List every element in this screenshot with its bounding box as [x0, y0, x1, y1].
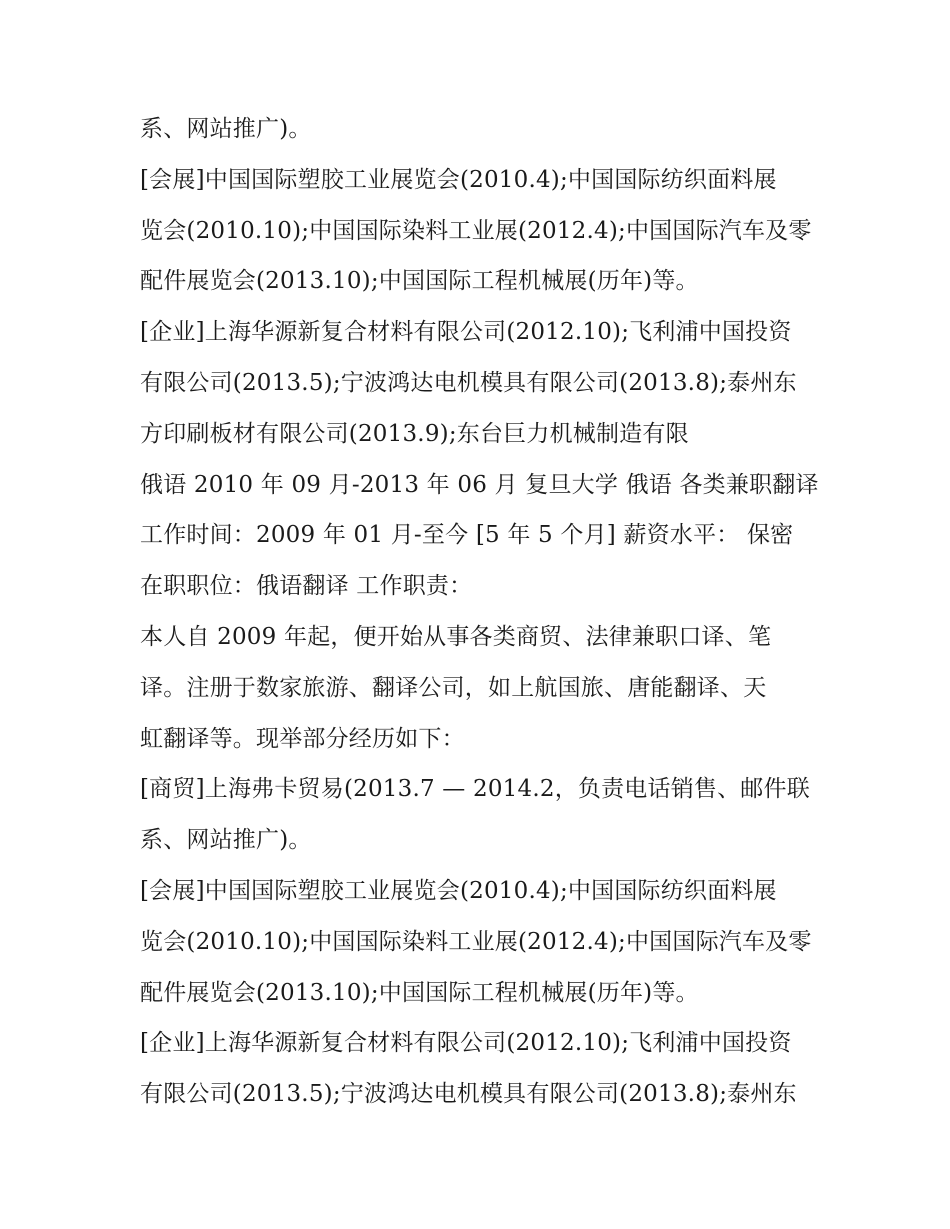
text-line: [会展]中国国际塑胶工业展览会(2010.4);中国国际纺织面料展: [140, 166, 777, 193]
text-line: [商贸]上海弗卡贸易(2013.7 — 2014.2，负责电话销售、邮件联: [140, 776, 810, 803]
text-line: 有限公司(2013.5);宁波鸿达电机模具有限公司(2013.8);泰州东: [140, 369, 797, 396]
text-line: 俄语 2010 年 09 月-2013 年 06 月 复旦大学 俄语 各类兼职翻译: [140, 471, 819, 498]
text-line: 在职职位：俄语翻译 工作职责：: [140, 573, 473, 600]
text-line: [会展]中国国际塑胶工业展览会(2010.4);中国国际纺织面料展: [140, 877, 777, 904]
text-line: 本人自 2009 年起，便开始从事各类商贸、法律兼职口译、笔: [140, 623, 772, 650]
text-line: [企业]上海华源新复合材料有限公司(2012.10);飞利浦中国投资: [140, 319, 792, 346]
text-line: 工作时间：2009 年 01 月-至今 [5 年 5 个月] 薪资水平： 保密: [140, 522, 794, 549]
text-line: 系、网站推广)。: [140, 827, 312, 854]
text-line: 有限公司(2013.5);宁波鸿达电机模具有限公司(2013.8);泰州东: [140, 1081, 797, 1108]
text-line: 配件展览会(2013.10);中国国际工程机械展(历年)等。: [140, 979, 699, 1006]
text-line: 配件展览会(2013.10);中国国际工程机械展(历年)等。: [140, 268, 699, 295]
text-line: 览会(2010.10);中国国际染料工业展(2012.4);中国国际汽车及零: [140, 217, 812, 244]
text-line: 系、网站推广)。: [140, 116, 312, 142]
text-line: 译。注册于数家旅游、翻译公司，如上航国旅、唐能翻译、天: [140, 674, 767, 701]
document-body: [140, 104, 820, 1120]
text-line: [企业]上海华源新复合材料有限公司(2012.10);飞利浦中国投资: [140, 1030, 792, 1057]
text-line: 览会(2010.10);中国国际染料工业展(2012.4);中国国际汽车及零: [140, 928, 812, 955]
text-line: 虹翻译等。现举部分经历如下：: [140, 725, 465, 752]
text-line: 方印刷板材有限公司(2013.9);东台巨力机械制造有限: [140, 420, 689, 447]
